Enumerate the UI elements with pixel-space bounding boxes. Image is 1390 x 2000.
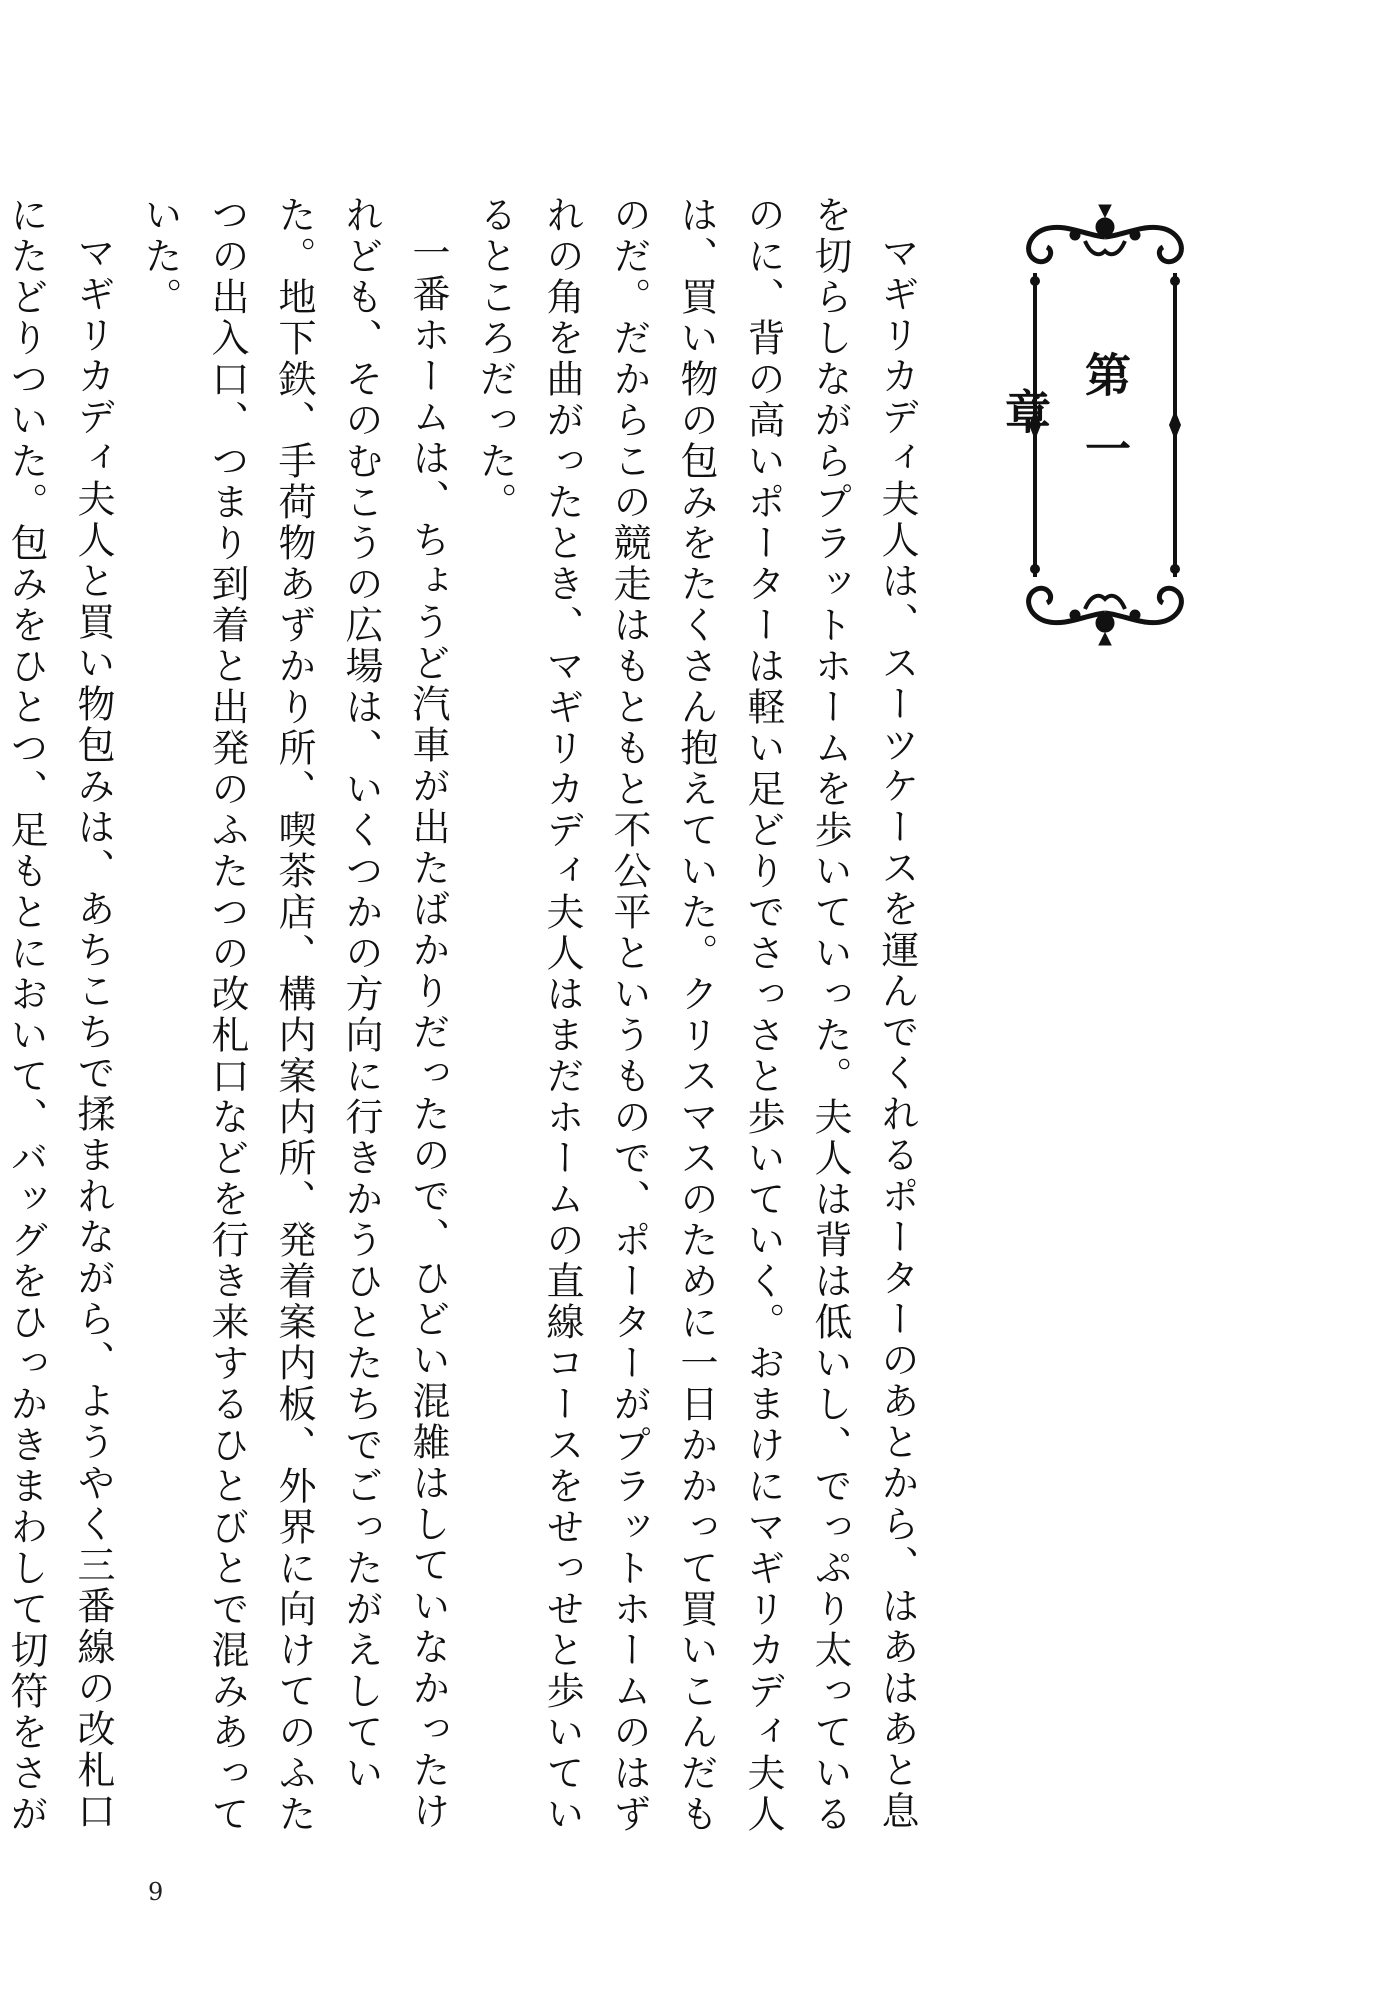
- body-text: [4, 195, 930, 1835]
- chapter-heading-frame: [998, 205, 1195, 645]
- paragraph: マギリカディ夫人は、スーツケースを運んでくれるポーターのあとから、はあはあと息を切らしながらプラットホームを歩いていった。夫人は背は低いし、でっぷり太っているのに、背の高いポーターは軽い足どりでさっさと歩いていく。おまけにマギリカディ夫人は、買い物の包みをたくさん抱えていた。クリスマスのために一日かかって買いこんだものだ。だからこの競走はもともと不公平というもので、ポーターがプラットホームのはずれの角を曲がったとき、マギリカディ夫人はまだホームの直線コースをせっせと歩いているところだった。: [473, 195, 919, 1835]
- paragraph: 一番ホームは、ちょうど汽車が出たばかりだったので、ひどい混雑はしていなかったけれども、そのむこうの広場は、いくつかの方向に行きかうひとたちでごったがえしていた。地下鉄、手荷物あずかり所、喫茶店、構内案内所、発着案内板、外界に向けてのふたつの出入口、つまり到着と出発のふたつの改札口などを行き来するひとびとで混みあっていた。: [138, 195, 450, 1835]
- chapter-title: 第一章: [998, 351, 1132, 499]
- paragraph: マギリカディ夫人と買い物包みは、あちこちで揉まれながら、ようやく三番線の改札口にたどりついた。包みをひとつ、足もとにおいて、バッグをひっかきまわして切符をさが: [4, 195, 115, 1835]
- page-number: 9: [148, 1878, 164, 1906]
